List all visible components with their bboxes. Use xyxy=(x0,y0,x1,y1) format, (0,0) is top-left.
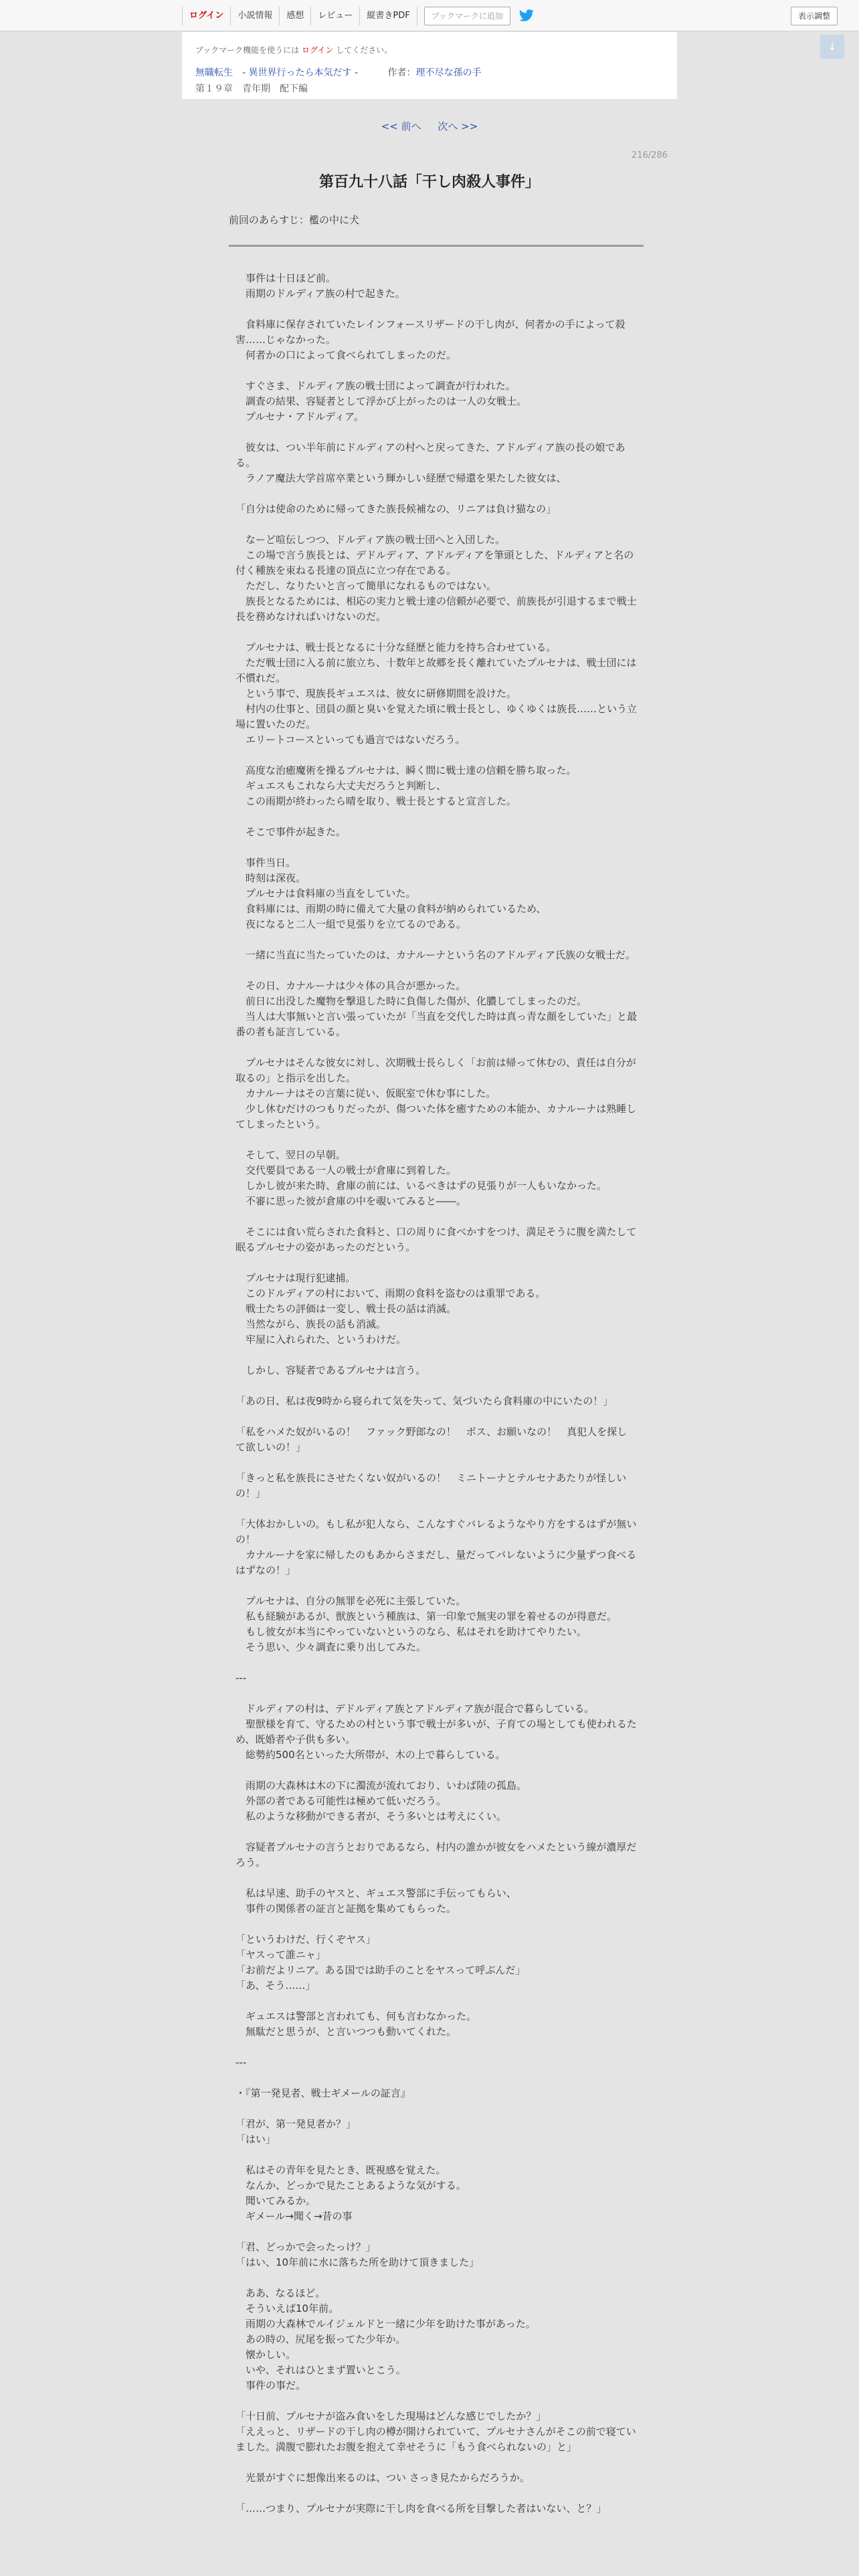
paragraph-spacer xyxy=(235,2040,637,2055)
body-paragraph: 事件当日。 時刻は深夜。 プルセナは食料庫の当直をしていた。 食料庫には、雨期の時に備えて大量の食料が納められているため、 夜になると二人一組で見張りを立てるのである。 xyxy=(246,857,547,930)
novel-body xyxy=(235,271,637,2532)
paragraph-spacer xyxy=(235,963,637,978)
paragraph-spacer xyxy=(235,840,637,855)
body-paragraph: 容疑者プルセナの言うとおりであるなら、村内の誰かが彼女をハメたという線が濃厚だろう。 xyxy=(235,1841,637,1868)
impressions-link[interactable]: 感想 xyxy=(280,7,311,25)
paragraph-spacer xyxy=(235,1917,637,1932)
twitter-icon[interactable] xyxy=(518,9,535,23)
series-title-link[interactable]: 無職転生 - 異世界行ったら本気だす - xyxy=(195,68,359,78)
body-paragraph: プルセナは、戦士長となるに十分な経歴と能力を持ち合わせている。 ただ戦士団に入る前に旅立ち、十数年と故郷を長く離れていたプルセナは、戦士団には不慣れだ。 という事で、現族長ギュエスは、彼女に研修期間を設けた。 村内の仕事と、団員の顔と臭いを覚えた頃に戦士長とし、ゆくゆくは族長……という立場に置いたのだ。 エリートコースといっても過言ではないだろう。 xyxy=(235,641,638,746)
author-label: 作者： xyxy=(387,68,416,78)
paragraph-spacer xyxy=(235,1763,637,1778)
paragraph-spacer xyxy=(235,1655,637,1671)
body-paragraph: 「あの日、私は夜9時から寝られて気を失って、気づいたら食料庫の中にいたの！」 xyxy=(235,1395,613,1407)
paragraph-spacer xyxy=(235,1994,637,2009)
paragraph-spacer xyxy=(235,1348,637,1363)
paragraph-spacer xyxy=(235,486,637,502)
bookmark-login-link[interactable]: ログイン xyxy=(301,45,334,55)
body-paragraph: 「というわけだ、行くぞヤス」 「ヤスって誰ニャ」 「お前だよリニア。ある国では助手のことをヤスって呼ぶんだ」 「あ、そう……」 xyxy=(235,1933,526,1992)
body-paragraph: ギュエスは警部と言われても、何も言わなかった。 無駄だと思うが、と言いつつも動いてくれた。 xyxy=(246,2010,477,2038)
paragraph-spacer xyxy=(235,1455,637,1471)
body-paragraph: プルセナは現行犯逮捕。 このドルディアの村において、雨期の食料を盗むのは重罪である。 戦士たちの評価は一変し、戦士長の話は消滅。 当然ながら、族長の話も消滅。 牢屋に入れられた、というわけだ。 xyxy=(246,1272,546,1346)
paragraph-spacer xyxy=(235,517,637,532)
body-paragraph: 雨期の大森林は木の下に濁流が流れており、いわば陸の孤島。 外部の者である可能性は極めて低いだろう。 私のような移動ができる者が、そう多いとは考えにくい。 xyxy=(246,1780,527,1822)
novel-header xyxy=(182,32,677,99)
paragraph-spacer xyxy=(235,1209,637,1224)
top-navbar xyxy=(0,0,859,31)
body-paragraph: しかし、容疑者であるプルセナは言う。 xyxy=(235,1364,426,1376)
paragraph-spacer xyxy=(235,1255,637,1271)
body-paragraph: ああ、なるほど。 そういえば10年前。 雨期の大森林でルイジェルドと一緒に少年を助けた事があった。 あの時の、尻尾を振ってた少年か。 懐かしい。 いや、それはひとまず置いとこう。 事件の事だ。 xyxy=(246,2287,536,2391)
paragraph-spacer xyxy=(235,2516,637,2532)
paragraph-spacer xyxy=(235,1686,637,1701)
body-paragraph: ・『第一発見者、戦士ギメールの証言』 xyxy=(235,2087,411,2099)
paragraph-spacer xyxy=(235,625,637,640)
body-paragraph: 「私をハメた奴がいるの！ ファック野郎なの！ ボス、お願いなの！ 真犯人を探して欲しいの！」 xyxy=(235,1426,628,1453)
paragraph-spacer xyxy=(235,1501,637,1517)
body-paragraph: 彼女は、つい半年前にドルディアの村へと戻ってきた、アドルディア族の長の娘である。 ラノア魔法大学首席卒業という輝かしい経歴で帰還を果たした彼女は、 xyxy=(235,441,626,484)
body-paragraph: 食料庫に保存されていたレインフォースリザードの干し肉が、何者かの手によって殺害……じゃなかった。 何者かの口によって食べられてしまったのだ。 xyxy=(235,318,626,361)
paragraph-spacer xyxy=(235,932,637,948)
body-paragraph: 「君が、第一発見者か？」 「はい」 xyxy=(235,2118,357,2145)
episode-title: 第百九十八話「干し肉殺人事件」 xyxy=(318,174,540,191)
body-paragraph: --- xyxy=(235,2056,247,2068)
divider xyxy=(229,245,644,247)
paragraph-spacer xyxy=(235,1870,637,1886)
login-link[interactable]: ログイン xyxy=(182,7,231,25)
paragraph-spacer xyxy=(235,2101,637,2117)
paragraph-spacer xyxy=(235,302,637,317)
paragraph-spacer xyxy=(235,363,637,379)
paragraph-spacer xyxy=(235,1824,637,1840)
paragraph-spacer xyxy=(235,425,637,440)
body-paragraph: ドルディアの村は、デドルディア族とアドルディア族が混合で暮らしている。 聖獣様を育て、守るための村という事で戦士が多いが、子育ての場としても使われるため、既婚者や子供も多い。 総勢約500名といった大所帯が、木の上で暮らしている。 xyxy=(235,1703,637,1761)
page-count: 216/286 xyxy=(631,150,668,160)
add-bookmark-button[interactable]: ブックマークに追加 xyxy=(424,7,510,25)
paragraph-spacer xyxy=(235,809,637,825)
bookmark-note: ブックマーク機能を使うには ログイン してください。 xyxy=(195,45,393,55)
body-paragraph: その日、カナルーナは少々体の具合が悪かった。 前日に出没した魔物を撃退した時に負傷した傷が、化膿してしまったのだ。 当人は大事無いと言い張っていたが「当直を交代した時は真っ青な顔をしていた」と最番の者も証言している。 xyxy=(235,980,638,1038)
review-link[interactable]: レビュー xyxy=(311,7,360,25)
paragraph-spacer xyxy=(235,1578,637,1594)
display-settings-button[interactable]: 表示調整 xyxy=(791,7,838,25)
paragraph-spacer xyxy=(235,2270,637,2286)
novel-info-link[interactable]: 小説情報 xyxy=(231,7,280,25)
series-info xyxy=(195,66,481,79)
paragraph-spacer xyxy=(235,1378,637,1394)
paragraph-spacer xyxy=(235,1132,637,1148)
next-page-link[interactable]: 次へ >> xyxy=(438,120,478,132)
body-paragraph: そして、翌日の早朝。 交代要員である一人の戦士が倉庫に到着した。 しかし彼が来た時、倉庫の前には、いるべきはずの見張りが一人もいなかった。 不審に思った彼が倉庫の中を覗いてみると――。 xyxy=(246,1149,607,1207)
paragraph-spacer xyxy=(235,2070,637,2086)
body-paragraph: --- xyxy=(235,1672,247,1684)
body-paragraph: すぐさま、ドルディア族の戦士団によって調査が行われた。 調査の結果、容疑者として浮かび上がったのは一人の女戦士。 プルセナ・アドルディア。 xyxy=(246,380,527,423)
body-paragraph: 事件は十日ほど前。 雨期のドルディア族の村で起きた。 xyxy=(246,272,405,300)
paragraph-spacer xyxy=(235,748,637,763)
body-paragraph: 「君、どっかで会ったっけ？」 「はい、10年前に水に落ちた所を助けて頂きました」 xyxy=(235,2241,480,2268)
nav-menu xyxy=(182,7,535,25)
author-link[interactable]: 理不尽な孫の手 xyxy=(415,68,482,78)
vertical-pdf-link[interactable]: 縦書きPDF xyxy=(360,7,417,25)
scroll-down-button[interactable]: ↓ xyxy=(820,35,844,59)
body-paragraph: 高度な治癒魔術を操るプルセナは、瞬く間に戦士達の信頼を勝ち取った。 ギュエスもこれなら大丈夫だろうと判断し、 この雨期が終わったら晴を取り、戦士長とすると宣言した。 xyxy=(246,764,577,807)
body-paragraph: 光景がすぐに想像出来るのは、つい さっき見たからだろうか。 xyxy=(235,2472,530,2484)
body-paragraph: 「きっと私を族長にさせたくない奴がいるの！ ミニトーナとテルセナあたりが怪しいの！」 xyxy=(235,1472,627,1499)
pager-top xyxy=(182,119,677,133)
body-paragraph: そこで事件が起きた。 xyxy=(235,826,347,838)
paragraph-spacer xyxy=(235,2147,637,2163)
paragraph-spacer xyxy=(235,2393,637,2409)
body-paragraph: プルセナは、自分の無罪を必死に主張していた。 私も経験があるが、獣族という種族は、第一印象で無実の罪を着せるのが得意だ。 もし彼女が本当にやっていないというのなら、私はそれを助けてやりたい。 そう思い、少々調査に乗り出してみた。 xyxy=(246,1595,617,1653)
prev-page-link[interactable]: << 前へ xyxy=(381,120,421,132)
paragraph-spacer xyxy=(235,2224,637,2240)
paragraph-spacer xyxy=(235,1040,637,1055)
body-paragraph: 「自分は使命のために帰ってきた族長候補なの、リニアは負け猫なの」 xyxy=(235,503,557,515)
body-paragraph: 「十日前、プルセナが盗み食いをした現場はどんな感じでしたか？」 「ええっと、リザードの干し肉の樽が開けられていて、プルセナさんがそこの前で寝ていました。満腹で膨れたお腹を抱えて幸せそうに「もう食べられないの」と」 xyxy=(235,2410,636,2453)
body-paragraph: 私はその青年を見たとき、既視感を覚えた。 なんか、どっかで見たことあるような気がする。 聞いてみるか。 ギメール→聞く→昔の事 xyxy=(246,2164,466,2222)
body-paragraph: プルセナはそんな彼女に対し、次期戦士長らしく「お前は帰って休むの、責任は自分が取るの」と指示を出した。 カナルーナはその言葉に従い、仮眠室で休む事にした。 少し休むだけのつもりだったが、傷ついた体を癒すための本能か、カナルーナは熟睡してしまったという。 xyxy=(235,1057,637,1130)
paragraph-spacer xyxy=(235,2455,637,2470)
paragraph-spacer xyxy=(235,1409,637,1424)
body-paragraph: 一緒に当直に当たっていたのは、カナルーナという名のアドルディア氏族の女戦士だ。 xyxy=(235,949,636,961)
paragraph-spacer xyxy=(235,2486,637,2501)
body-paragraph: そこには食い荒らされた食料と、口の周りに食べかすをつけ、満足そうに腹を満たして眠るプルセナの姿があったのだという。 xyxy=(235,1226,637,1253)
preface-text: 前回のあらすじ：檻の中に犬 xyxy=(229,214,360,226)
chapter-name: 第１９章 青年期 配下編 xyxy=(195,84,308,94)
body-paragraph: 私は早速、助手のヤスと、ギュエス警部に手伝ってもらい、 事件の関係者の証言と証拠を集めてもらった。 xyxy=(246,1887,516,1915)
body-paragraph: 「……つまり、プルセナが実際に干し肉を食べる所を目撃した者はいない、と？」 xyxy=(235,2502,607,2514)
body-paragraph: 「大体おかしいの。もし私が犯人なら、こんなすぐバレるようなやり方をするはずが無いの！ カナルーナを家に帰したのもあからさまだし、量だってバレないように少量ずつ食べるはずなの！」 xyxy=(235,1518,637,1576)
body-paragraph: なーど喧伝しつつ、ドルディア族の戦士団へと入団した。 この場で言う族長とは、デドルディア、アドルディアを筆頭とした、ドルディアと名の付く種族を束ねる長達の頂点に立つ存在である。 ただし、なりたいと言って簡単になれるものではない。 族長となるためには、相応の実力と戦士達の信頼が必要で、前族長が引退するまで戦士長を務めなければいけないのだ。 xyxy=(235,534,637,623)
